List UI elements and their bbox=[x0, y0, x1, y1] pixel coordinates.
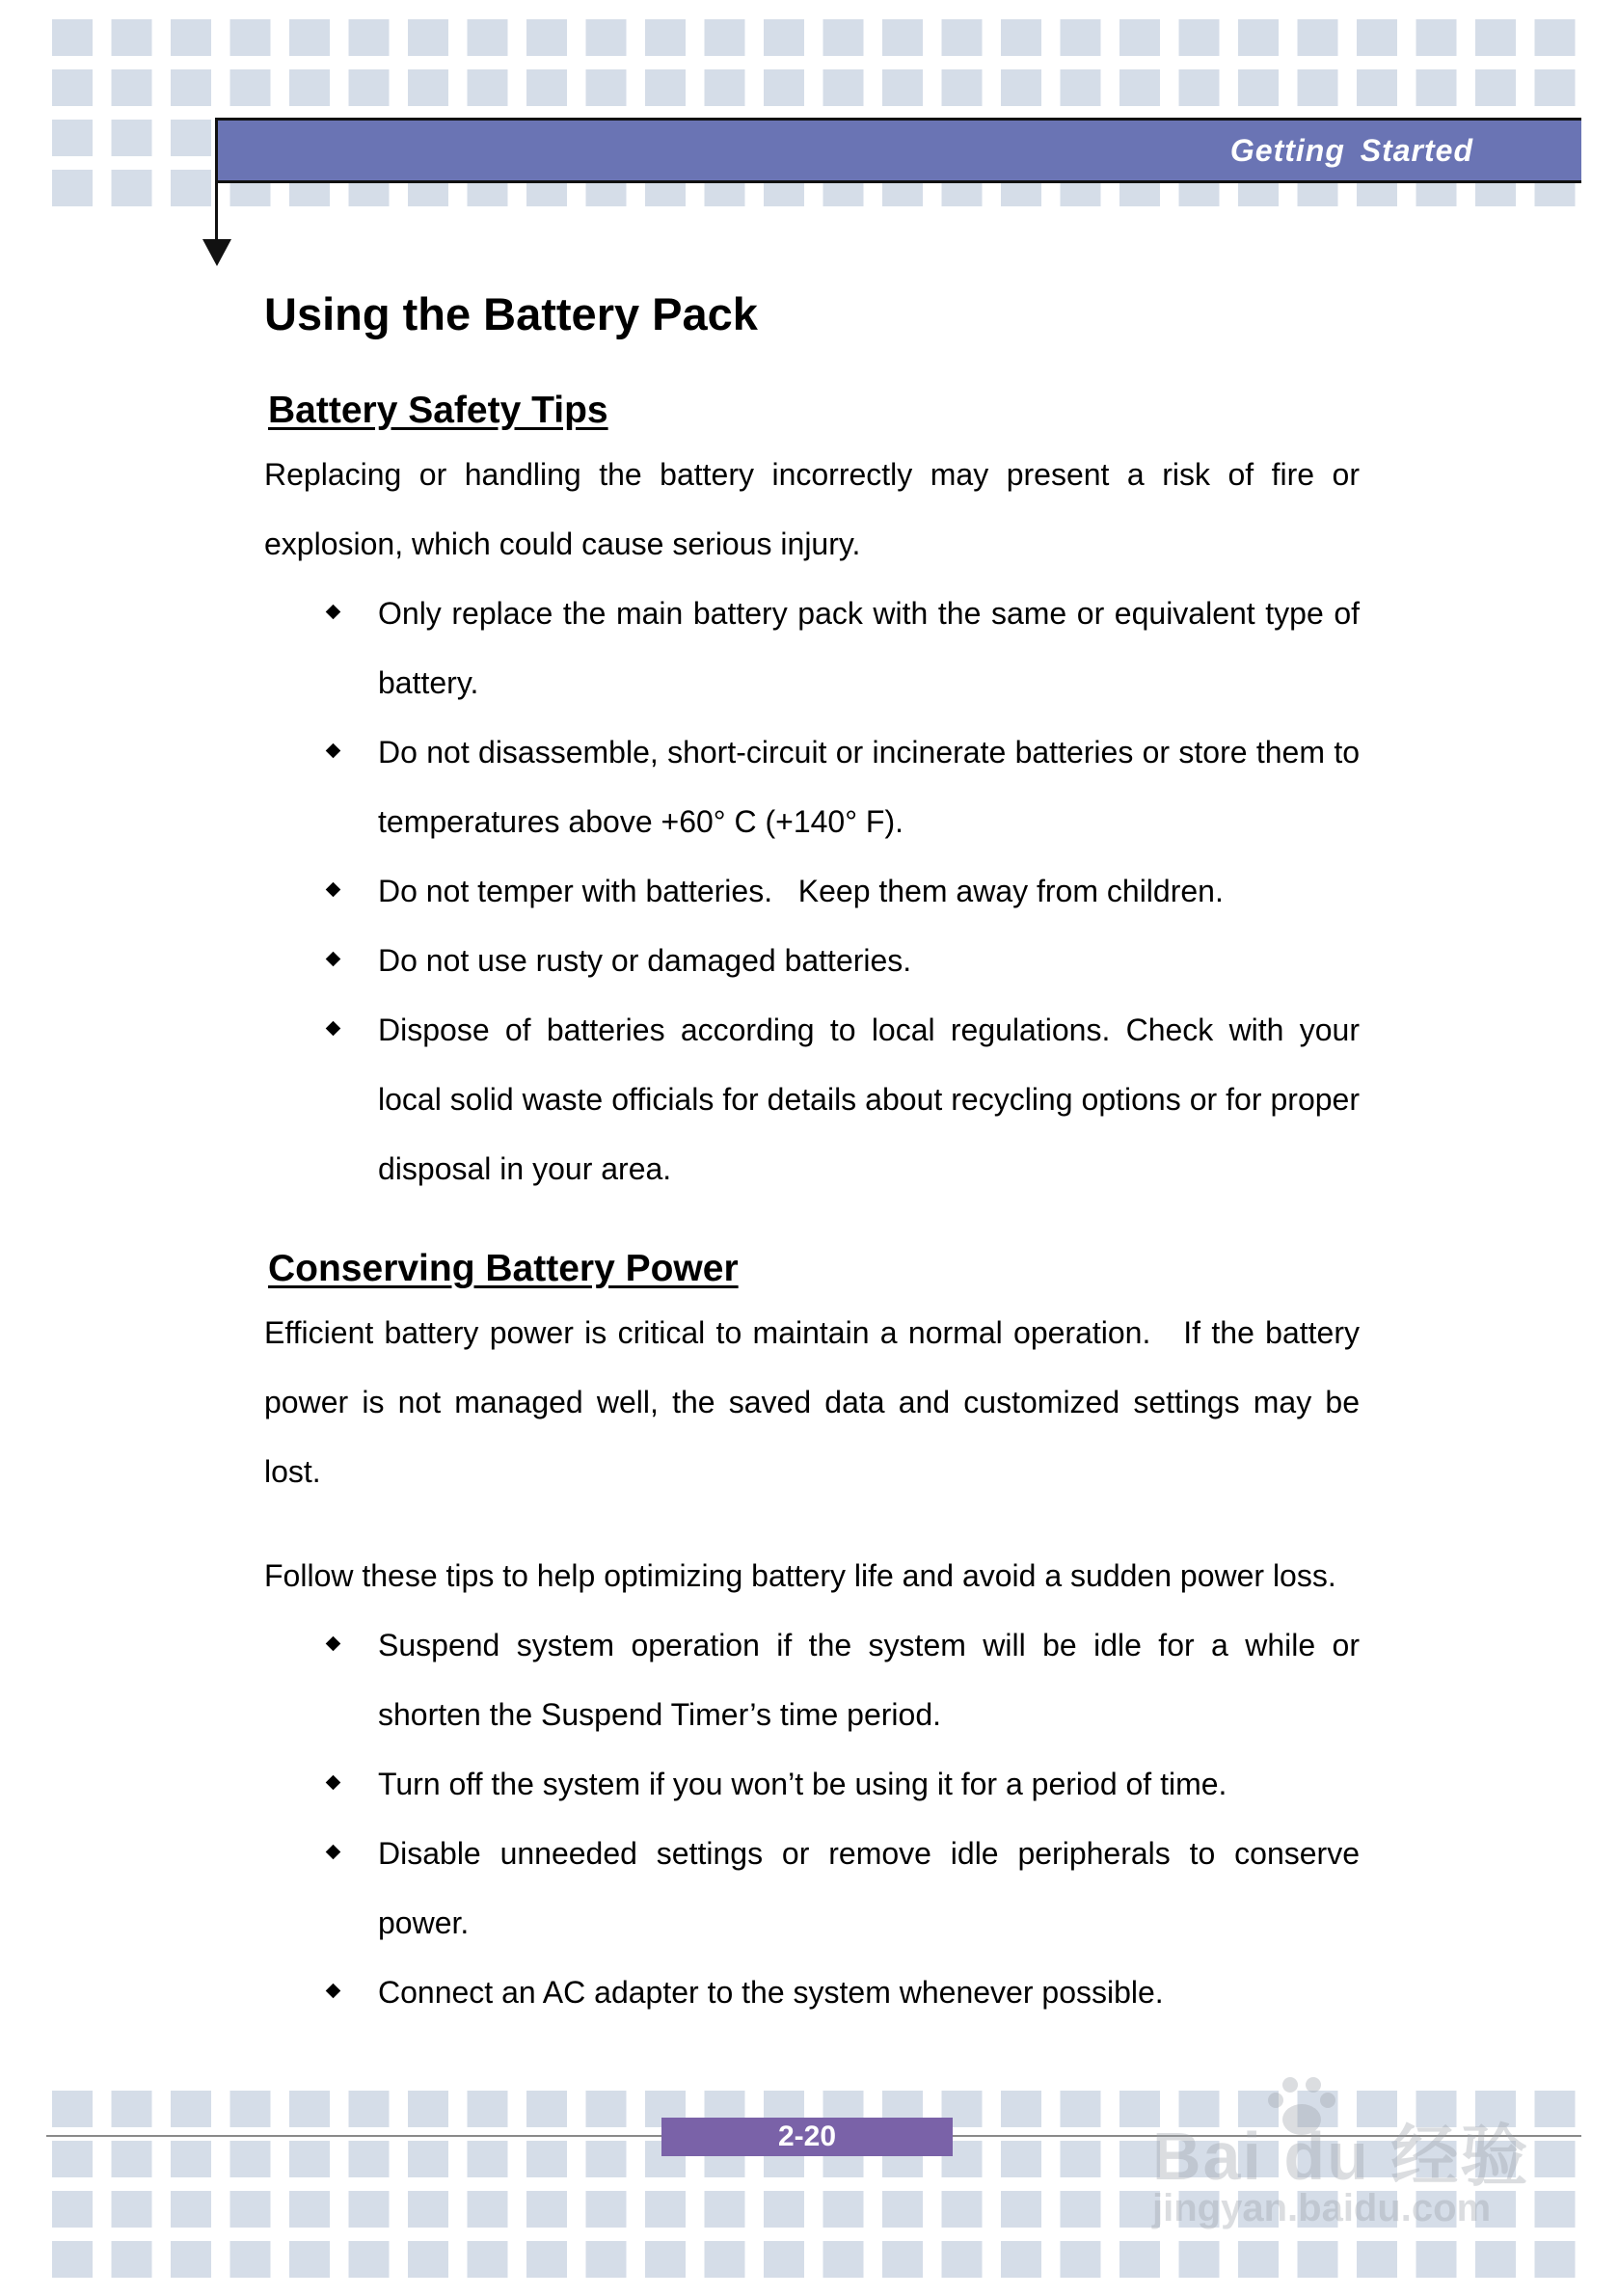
watermark-url: jingyan.baidu.com bbox=[1152, 2187, 1492, 2229]
bullet-diamond-icon bbox=[326, 1021, 341, 1037]
list-item: Disable unneeded settings or remove idle peripherals to conserve power. bbox=[264, 1819, 1360, 1958]
decor-tile bbox=[1061, 2191, 1101, 2228]
decor-tile bbox=[349, 2141, 390, 2177]
decor-tile bbox=[942, 19, 983, 56]
decor-tile bbox=[705, 2241, 745, 2278]
decor-tile bbox=[882, 69, 923, 106]
decor-tile bbox=[52, 120, 93, 156]
decor-tile bbox=[1416, 19, 1457, 56]
decor-tile bbox=[1119, 69, 1160, 106]
decor-tile bbox=[112, 2191, 152, 2228]
decor-tile bbox=[52, 2241, 93, 2278]
decor-tile bbox=[230, 69, 271, 106]
decor-tile bbox=[705, 69, 745, 106]
decor-tile bbox=[230, 2241, 271, 2278]
decor-tile bbox=[230, 19, 271, 56]
safety-tips-list bbox=[264, 579, 1360, 1203]
bullet-diamond-icon bbox=[326, 952, 341, 967]
bullet-diamond-icon bbox=[326, 1845, 341, 1860]
decor-tile bbox=[289, 2091, 330, 2127]
list-item: Turn off the system if you won’t be using it for a period of time. bbox=[264, 1749, 1360, 1819]
safety-intro: Replacing or handling the battery incorrectly may present a risk of fire or explosion, which could cause serious injury. bbox=[264, 457, 1360, 561]
decor-tile bbox=[349, 69, 390, 106]
decor-tile bbox=[230, 2091, 271, 2127]
decor-tile bbox=[1061, 2141, 1101, 2177]
list-item: Do not temper with batteries. Keep them away from children. bbox=[264, 856, 1360, 926]
decor-tile bbox=[645, 69, 686, 106]
decor-tile bbox=[112, 2141, 152, 2177]
decor-tile bbox=[468, 2191, 508, 2228]
decor-tile bbox=[289, 2241, 330, 2278]
decor-tile bbox=[1535, 2091, 1576, 2127]
decor-tile bbox=[1001, 2191, 1041, 2228]
decor-tile bbox=[408, 2091, 448, 2127]
decor-tile bbox=[1001, 69, 1041, 106]
decor-tile bbox=[52, 170, 93, 206]
decor-tile bbox=[526, 19, 567, 56]
decor-tile bbox=[52, 2141, 93, 2177]
decor-tile bbox=[171, 2241, 211, 2278]
page-content bbox=[264, 280, 1368, 2027]
decor-tile bbox=[1475, 19, 1516, 56]
header-arrow-icon bbox=[202, 239, 231, 266]
decor-tile bbox=[705, 19, 745, 56]
decor-tile bbox=[112, 170, 152, 206]
decor-tile bbox=[171, 69, 211, 106]
list-item: Dispose of batteries according to local regulations. Check with your local solid waste officials for details about recycling options or for proper disposal in your area. bbox=[264, 995, 1360, 1203]
decor-tile bbox=[468, 2141, 508, 2177]
decor-tile bbox=[586, 19, 627, 56]
decor-tile bbox=[823, 2241, 864, 2278]
list-item: Do not use rusty or damaged batteries. bbox=[264, 926, 1360, 995]
decor-tile bbox=[349, 19, 390, 56]
decor-tile bbox=[526, 2141, 567, 2177]
decor-tile bbox=[586, 2141, 627, 2177]
decor-tile bbox=[1416, 69, 1457, 106]
decor-tile bbox=[526, 69, 567, 106]
decor-tile bbox=[171, 2191, 211, 2228]
decor-tile bbox=[586, 69, 627, 106]
decor-tile bbox=[349, 2091, 390, 2127]
decor-tile bbox=[289, 2191, 330, 2228]
decor-tile bbox=[52, 2091, 93, 2127]
bullet-diamond-icon bbox=[326, 605, 341, 620]
decor-tile bbox=[1535, 2141, 1576, 2177]
decor-tile bbox=[1357, 19, 1397, 56]
decor-tile bbox=[1179, 19, 1220, 56]
decor-tile bbox=[526, 2191, 567, 2228]
decor-tile bbox=[112, 2091, 152, 2127]
decor-tile bbox=[171, 120, 211, 156]
bullet-diamond-icon bbox=[326, 882, 341, 898]
baidu-watermark bbox=[1152, 2073, 1538, 2247]
decor-tile bbox=[468, 2091, 508, 2127]
decor-tile bbox=[1001, 2241, 1041, 2278]
decor-tile bbox=[823, 2191, 864, 2228]
list-item: Only replace the main battery pack with the same or equivalent type of battery. bbox=[264, 579, 1360, 717]
decor-tile bbox=[468, 69, 508, 106]
decor-tile bbox=[289, 19, 330, 56]
decor-tile bbox=[1357, 69, 1397, 106]
decor-tile bbox=[882, 2191, 923, 2228]
decor-tile bbox=[52, 69, 93, 106]
decor-tile bbox=[1535, 2241, 1576, 2278]
decor-tile bbox=[408, 2141, 448, 2177]
decor-tile bbox=[112, 69, 152, 106]
decor-tile bbox=[230, 2191, 271, 2228]
decor-tile bbox=[171, 2141, 211, 2177]
decor-tile bbox=[408, 2241, 448, 2278]
decor-tile bbox=[823, 69, 864, 106]
decor-tile bbox=[1001, 2141, 1041, 2177]
decor-tile bbox=[289, 69, 330, 106]
decor-tile bbox=[1001, 19, 1041, 56]
conserving-para-1: Efficient battery power is critical to maintain a normal operation. If the battery power is not managed well, the saved data and customized settings may be lost. bbox=[264, 1315, 1368, 1489]
page-number-badge: 2-20 bbox=[661, 2118, 953, 2156]
decor-tile bbox=[289, 2141, 330, 2177]
decor-tile bbox=[52, 2191, 93, 2228]
list-item: Do not disassemble, short-circuit or incinerate batteries or store them to temperatures above +60° C (+140° F). bbox=[264, 717, 1360, 856]
decor-tile bbox=[882, 19, 923, 56]
decor-tile bbox=[112, 19, 152, 56]
decor-tile bbox=[526, 2091, 567, 2127]
decor-tile bbox=[112, 2241, 152, 2278]
decor-tile bbox=[468, 2241, 508, 2278]
page-title: Using the Battery Pack bbox=[264, 288, 758, 339]
decor-tile bbox=[1001, 2091, 1041, 2127]
decor-tile bbox=[882, 2241, 923, 2278]
decor-tile bbox=[52, 19, 93, 56]
decor-tile bbox=[1238, 19, 1279, 56]
decor-tile bbox=[171, 19, 211, 56]
decor-tile bbox=[526, 2241, 567, 2278]
bullet-diamond-icon bbox=[326, 1984, 341, 1999]
decor-tile bbox=[1535, 19, 1576, 56]
header-section-title: Getting Started bbox=[1229, 133, 1473, 168]
decor-tile bbox=[1535, 69, 1576, 106]
conserving-tips-list bbox=[264, 1610, 1360, 2027]
decor-tile bbox=[1535, 2191, 1576, 2228]
decor-tile bbox=[349, 2241, 390, 2278]
decor-tile bbox=[408, 19, 448, 56]
decor-tile bbox=[764, 69, 804, 106]
decor-tile bbox=[764, 19, 804, 56]
decor-tile bbox=[468, 19, 508, 56]
decor-tile bbox=[1238, 69, 1279, 106]
decor-tile bbox=[1119, 19, 1160, 56]
decor-tile bbox=[586, 2241, 627, 2278]
decor-tile bbox=[764, 2241, 804, 2278]
decor-tile bbox=[645, 2241, 686, 2278]
decor-tile bbox=[705, 2191, 745, 2228]
decor-tile bbox=[1475, 69, 1516, 106]
decor-tile bbox=[112, 120, 152, 156]
decor-tile bbox=[1061, 2241, 1101, 2278]
decor-tile bbox=[1179, 69, 1220, 106]
decor-tile bbox=[230, 2141, 271, 2177]
decor-tile bbox=[171, 2091, 211, 2127]
decor-tile bbox=[408, 69, 448, 106]
decor-tile bbox=[645, 2191, 686, 2228]
decor-tile bbox=[349, 2191, 390, 2228]
list-item: Connect an AC adapter to the system whenever possible. bbox=[264, 1958, 1360, 2027]
conserving-para-2: Follow these tips to help optimizing battery life and avoid a sudden power loss. bbox=[264, 1558, 1336, 1593]
bullet-diamond-icon bbox=[326, 1775, 341, 1791]
decor-tile bbox=[942, 2191, 983, 2228]
decor-tile bbox=[1298, 19, 1338, 56]
bullet-diamond-icon bbox=[326, 743, 341, 759]
decor-tile bbox=[1061, 69, 1101, 106]
decor-tile bbox=[942, 69, 983, 106]
decor-tile bbox=[408, 2191, 448, 2228]
decor-tile bbox=[171, 170, 211, 206]
decor-tile bbox=[942, 2241, 983, 2278]
decor-tile bbox=[823, 19, 864, 56]
list-item: Suspend system operation if the system will be idle for a while or shorten the Suspend Timer’s time period. bbox=[264, 1610, 1360, 1749]
decor-tile bbox=[1298, 69, 1338, 106]
safety-heading: Battery Safety Tips bbox=[268, 390, 608, 431]
header-divider-line bbox=[215, 118, 218, 243]
decor-tile bbox=[586, 2091, 627, 2127]
decor-tile bbox=[586, 2191, 627, 2228]
decor-tile bbox=[1061, 19, 1101, 56]
decor-tile bbox=[645, 19, 686, 56]
watermark-logo-text: Bai du 经验 bbox=[1152, 2119, 1530, 2194]
conserving-heading: Conserving Battery Power bbox=[268, 1248, 739, 1289]
decor-tile bbox=[1061, 2091, 1101, 2127]
decor-tile bbox=[764, 2191, 804, 2228]
bullet-diamond-icon bbox=[326, 1636, 341, 1652]
